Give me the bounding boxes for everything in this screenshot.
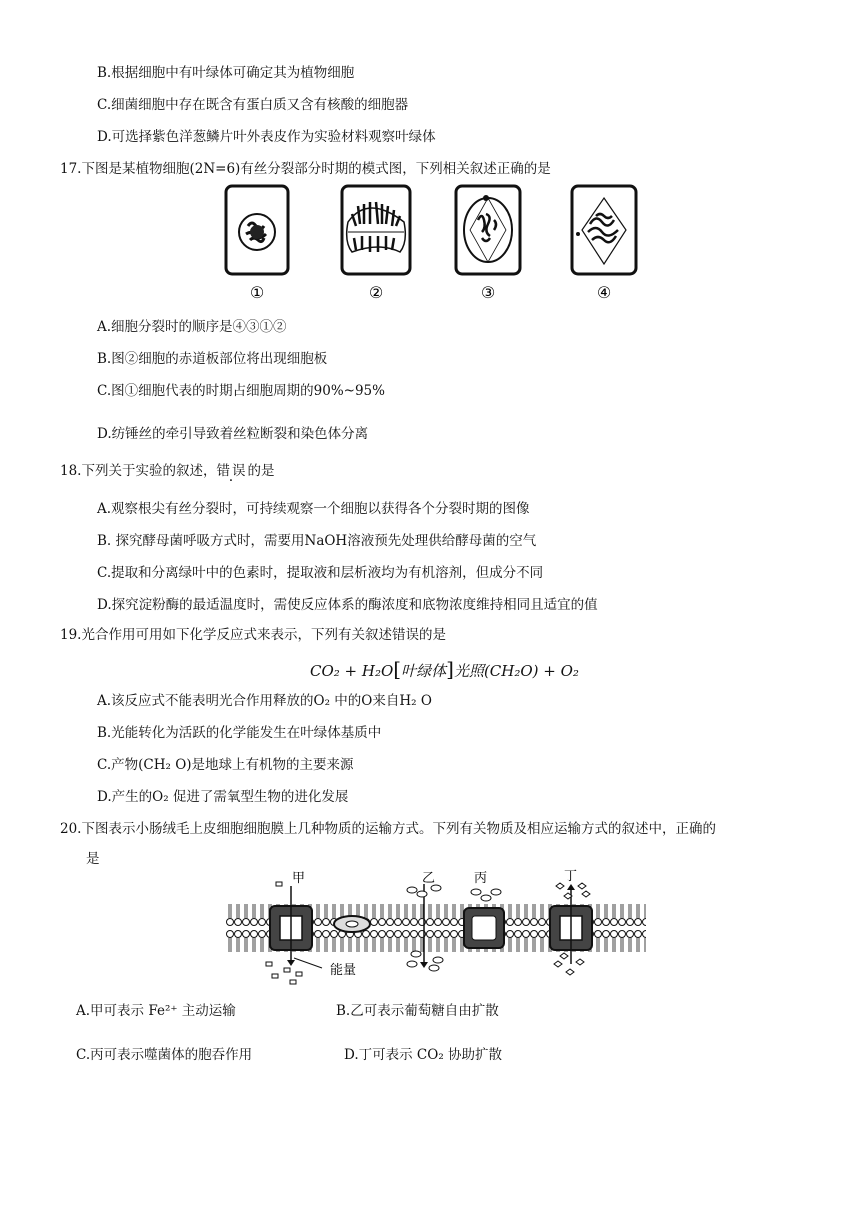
q18-option-b: B. 探究酵母菌呼吸方式时，需要用NaOH溶液预先处理供给酵母菌的空气: [97, 533, 537, 549]
mitosis-figure: [224, 184, 644, 304]
q20-stem-cont: 是: [86, 851, 100, 867]
q18-emphasis: 错误: [216, 463, 248, 479]
q20-option-c: C.丙可表示噬菌体的胞吞作用: [76, 1047, 253, 1063]
cell-1: [226, 186, 288, 274]
cell-3: [456, 186, 520, 274]
label-jia: 甲: [292, 871, 306, 886]
q20-option-d: D.丁可表示 CO₂ 协助扩散: [344, 1047, 503, 1063]
q17-option-a: A.细胞分裂时的顺序是④③①②: [97, 319, 287, 335]
cell-2: [342, 186, 410, 274]
label-bing: 丙: [474, 871, 488, 886]
q19-stem: 19.光合作用可用如下化学反应式来表示，下列有关叙述错误的是: [60, 627, 446, 643]
q16-option-d: D.可选择紫色洋葱鳞片叶外表皮作为实验材料观察叶绿体: [97, 129, 436, 145]
q19-option-a: A.该反应式不能表明光合作用释放的O₂ 中的O来自H₂ O: [97, 693, 432, 709]
q20-stem: 20.下图表示小肠绒毛上皮细胞细胞膜上几种物质的运输方式。下列有关物质及相应运输方式的叙述中，正确的: [60, 821, 716, 837]
cell-4: [572, 186, 636, 274]
q17-option-d: D.纺锤丝的牵引导致着丝粒断裂和染色体分离: [97, 426, 369, 442]
label-energy: 能量: [330, 963, 357, 978]
cell-3-label: ③: [480, 283, 496, 302]
q18-stem: 18.下列关于实验的叙述，错误的是: [60, 463, 275, 479]
photosynthesis-equation: CO₂ + H₂O[叶绿体]光照(CH₂O) + O₂: [310, 657, 579, 681]
q16-option-c: C.细菌细胞中存在既含有蛋白质又含有核酸的细胞器: [97, 97, 409, 113]
q18-option-c: C.提取和分离绿叶中的色素时，提取液和层析液均为有机溶剂，但成分不同: [97, 565, 544, 581]
membrane-transport-figure: [226, 868, 646, 988]
q18-option-a: A.观察根尖有丝分裂时，可持续观察一个细胞以获得各个分裂时期的图像: [97, 501, 530, 517]
q18-option-d: D.探究淀粉酶的最适温度时，需使反应体系的酶浓度和底物浓度维持相同且适宜的值: [97, 597, 598, 613]
q17-option-b: B.图②细胞的赤道板部位将出现细胞板: [97, 351, 328, 367]
q19-option-b: B.光能转化为活跃的化学能发生在叶绿体基质中: [97, 725, 382, 741]
q17-stem: 17.下图是某植物细胞(2N=6)有丝分裂部分时期的模式图，下列相关叙述正确的是: [60, 161, 551, 177]
q16-option-b: B.根据细胞中有叶绿体可确定其为植物细胞: [97, 65, 355, 81]
q20-option-b: B.乙可表示葡萄糖自由扩散: [336, 1003, 499, 1019]
label-ding: 丁: [564, 869, 578, 884]
cell-2-label: ②: [368, 283, 384, 302]
label-yi: 乙: [422, 871, 436, 886]
q17-option-c: C.图①细胞代表的时期占细胞周期的90%~95%: [97, 383, 385, 399]
q19-option-c: C.产物(CH₂ O)是地球上有机物的主要来源: [97, 757, 354, 773]
cell-4-label: ④: [596, 283, 612, 302]
q20-option-a: A.甲可表示 Fe²⁺ 主动运输: [76, 1003, 236, 1019]
cell-1-label: ①: [249, 283, 265, 302]
q19-option-d: D.产生的O₂ 促进了需氧型生物的进化发展: [97, 789, 349, 805]
